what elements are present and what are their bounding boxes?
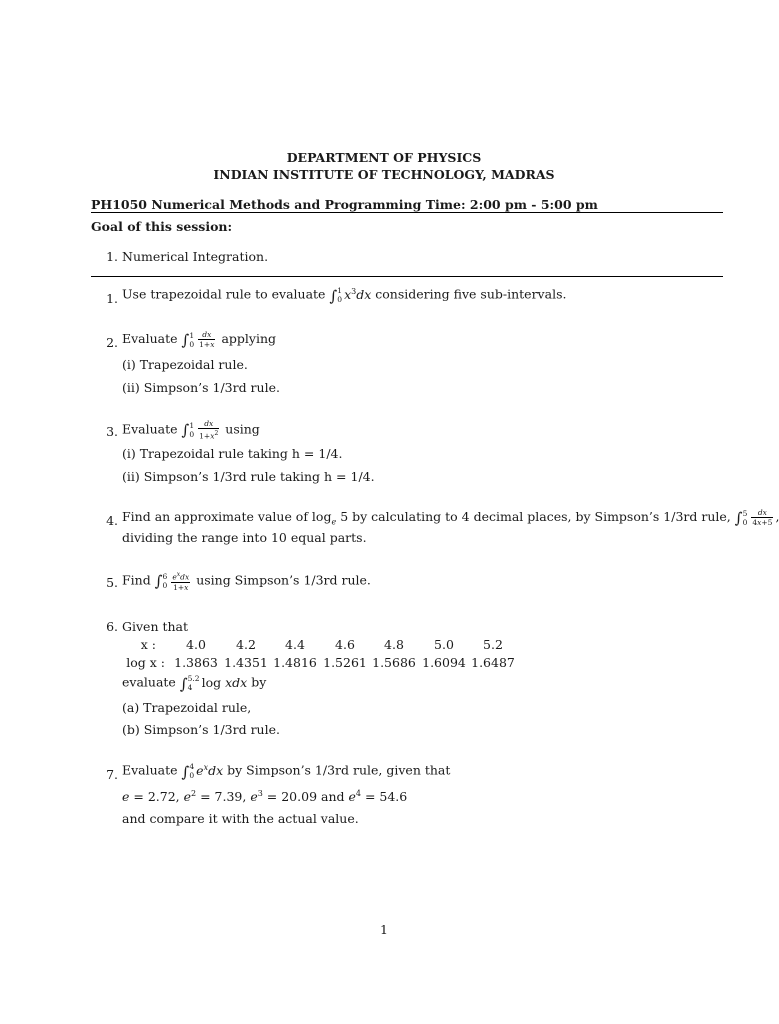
divider xyxy=(91,276,723,277)
integral: ∫6 0 $\frac{e^xdx}{1+x}$ xyxy=(154,571,190,592)
problem-number: 4. xyxy=(106,513,118,528)
problem-4-line-2: dividing the range into 10 equal parts. xyxy=(122,530,367,545)
problem-2-part-ii: (ii) Simpson’s 1/3rd rule. xyxy=(122,380,280,395)
problem-3-part-i: (i) Trapezoidal rule taking h = 1/4. xyxy=(122,446,343,461)
goal-item: Numerical Integration. xyxy=(122,249,269,264)
problem-3-part-ii: (ii) Simpson’s 1/3rd rule taking h = 1/4. xyxy=(122,469,375,484)
goal-heading: Goal of this session: xyxy=(91,219,233,234)
problem-6-part-b: (b) Simpson’s 1/3rd rule. xyxy=(122,722,280,737)
course-line: PH1050 Numerical Methods and Programming Time: 2:00 pm - 5:00 pm xyxy=(91,197,598,212)
problem-3: Evaluate ∫1 0 $\frac{dx}{1+x^2}$ using xyxy=(122,419,260,441)
table-cell: 4.6 xyxy=(335,637,355,652)
problem-6-evaluate: evaluate ∫5.2 4 log xdx by xyxy=(122,674,267,693)
problem-number: 6. xyxy=(106,619,118,634)
table-cell: 1.5686 xyxy=(372,655,416,670)
table-cell: 1.3863 xyxy=(174,655,218,670)
table-cell: 5.0 xyxy=(434,637,454,652)
integral: ∫5 0 $\frac{dx}{4x+5}$ xyxy=(734,508,773,527)
problem-2: Evaluate ∫1 0 $\frac{dx}{1+x}$ applying xyxy=(122,330,277,349)
problem-4: Find an approximate value of $\log_e 5$ by calculating to 4 decimal places, by Simpson’s 1/3rd rule, ∫5 0 $\frac{dx}{4x+5}$ xyxy=(122,508,779,527)
table-cell: 4.4 xyxy=(285,637,305,652)
integral: ∫1 0 $\frac{dx}{1+x}$ xyxy=(181,330,215,349)
table-cell: 1.4351 xyxy=(224,655,268,670)
table-cell: 1.6487 xyxy=(471,655,515,670)
integral: ∫1 0 $x^3dx$ xyxy=(329,286,372,305)
problem-6-part-a: (a) Trapezoidal rule, xyxy=(122,700,252,715)
institute-title: INDIAN INSTITUTE OF TECHNOLOGY, MADRAS xyxy=(213,167,555,182)
dept-title: DEPARTMENT OF PHYSICS xyxy=(286,150,482,165)
problem-7-line-3: and compare it with the actual value. xyxy=(122,811,359,826)
table-label-x: x : xyxy=(140,637,156,652)
problem-number: 2. xyxy=(106,335,118,350)
divider xyxy=(91,212,723,213)
problem-number: 5. xyxy=(106,575,118,590)
table-cell: 1.6094 xyxy=(422,655,466,670)
table-cell: 1.5261 xyxy=(323,655,367,670)
problem-7-given-values: e = 2.72, $e^2 = 7.39$, $e^3 = 20.09$ and $e^4 = 54.6$ xyxy=(122,789,408,805)
page-number: 1 xyxy=(380,922,388,937)
integral: ∫5.2 4 log xdx xyxy=(179,674,248,693)
goal-number: 1. xyxy=(106,249,118,264)
problem-6-intro: Given that xyxy=(122,619,189,634)
problem-5: Find ∫6 0 $\frac{e^xdx}{1+x}$ using Simpson’s 1/3rd rule. xyxy=(122,571,371,592)
problem-7: Evaluate ∫4 0 $e^xdx$ by Simpson’s 1/3rd rule, given that xyxy=(122,762,451,781)
problem-2-part-i: (i) Trapezoidal rule. xyxy=(122,357,248,372)
table-cell: 1.4816 xyxy=(273,655,317,670)
problem-number: 1. xyxy=(106,291,118,306)
integral: ∫1 0 $\frac{dx}{1+x^2}$ xyxy=(181,419,219,441)
table-label-logx: log x : xyxy=(126,655,165,670)
problem-1: Use trapezoidal rule to evaluate ∫1 0 $x^3dx$ considering five sub-intervals. xyxy=(122,286,567,305)
table-cell: 4.0 xyxy=(186,637,206,652)
table-cell: 4.2 xyxy=(236,637,256,652)
problem-number: 3. xyxy=(106,424,118,439)
problem-number: 7. xyxy=(106,767,118,782)
table-cell: 5.2 xyxy=(483,637,503,652)
integral: ∫4 0 $e^xdx$ xyxy=(181,762,224,781)
table-cell: 4.8 xyxy=(384,637,404,652)
